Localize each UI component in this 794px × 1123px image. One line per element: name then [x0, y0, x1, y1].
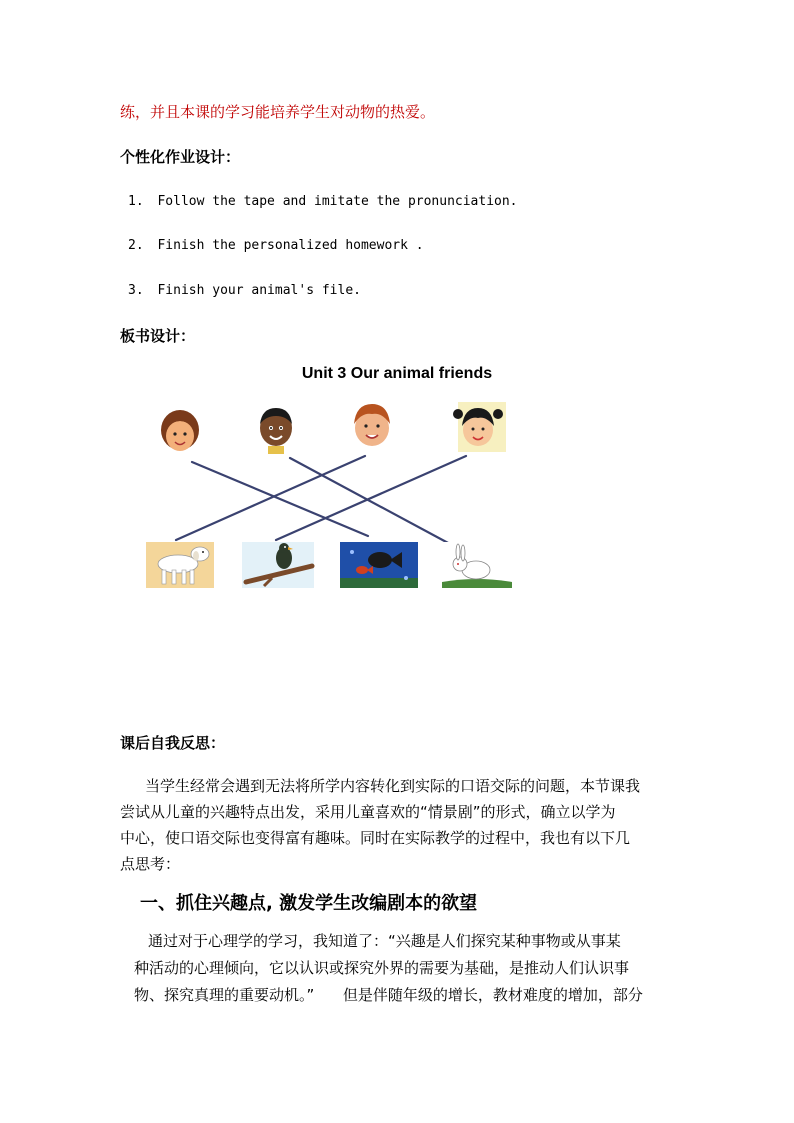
matching-lines: [176, 456, 466, 544]
item-text: Follow the tape and imitate the pronunciation.: [157, 194, 518, 209]
fish-icon: [340, 542, 418, 588]
homework-heading: 个性化作业设计：: [120, 148, 241, 166]
reflection-line-2: 尝试从儿童的兴趣特点出发，采用儿童喜欢的“情景剧”的形式，确立以学为: [120, 803, 616, 821]
matching-diagram: [140, 398, 515, 592]
bird-icon: [242, 542, 314, 588]
section-1-line-2: 种活动的心理倾向，它以认识或探究外界的需要为基础，是推动人们认识事: [134, 959, 630, 977]
homework-item-2: [128, 238, 424, 253]
reflection-line-3: 中心，使口语交际也变得富有趣味。同时在实际教学的过程中，我也有以下几: [120, 829, 631, 847]
section-1-heading: 一、抓住兴趣点, 激发学生改编剧本的欲望: [140, 893, 478, 914]
reflection-line-4: 点思考：: [120, 855, 181, 873]
section-1-line-3: 物、探究真理的重要动机。” 但是伴随年级的增长，教材难度的增加，部分: [134, 986, 643, 1004]
board-heading: 板书设计：: [120, 327, 196, 345]
item-text: Finish the personalized homework .: [157, 238, 424, 253]
homework-item-3: [128, 283, 361, 298]
intro-text: 练，并且本课的学习能培养学生对动物的热爱。: [120, 103, 436, 121]
board-title: Unit 3 Our animal friends: [301, 365, 493, 382]
match-line-ponytail-to-fish: [276, 456, 466, 540]
reflection-line-1: 当学生经常会遇到无法将所学内容转化到实际的口语交际的问题，本节课我: [145, 777, 641, 795]
homework-item-1: [128, 194, 518, 209]
dog-icon: [146, 542, 214, 588]
item-number: 3.: [128, 283, 144, 298]
rabbit-icon: [438, 542, 514, 588]
reflection-heading: 课后自我反思：: [120, 734, 226, 752]
match-line-redhair-to-dog: [176, 456, 365, 540]
boy-face-icon: [260, 408, 292, 454]
item-text: Finish your animal's file.: [157, 283, 361, 298]
item-number: 2.: [128, 238, 144, 253]
section-1-line-1: 通过对于心理学的学习，我知道了：“兴趣是人们探究某种事物或从事某: [148, 932, 621, 950]
match-line-girl-to-bird: [192, 462, 368, 536]
item-number: 1.: [128, 194, 144, 209]
girl-ponytail-face-icon: [453, 402, 506, 452]
girl-face-icon: [161, 410, 199, 451]
match-line-boy-to-rabbit: [290, 458, 450, 544]
boy-red-hair-face-icon: [354, 404, 390, 446]
